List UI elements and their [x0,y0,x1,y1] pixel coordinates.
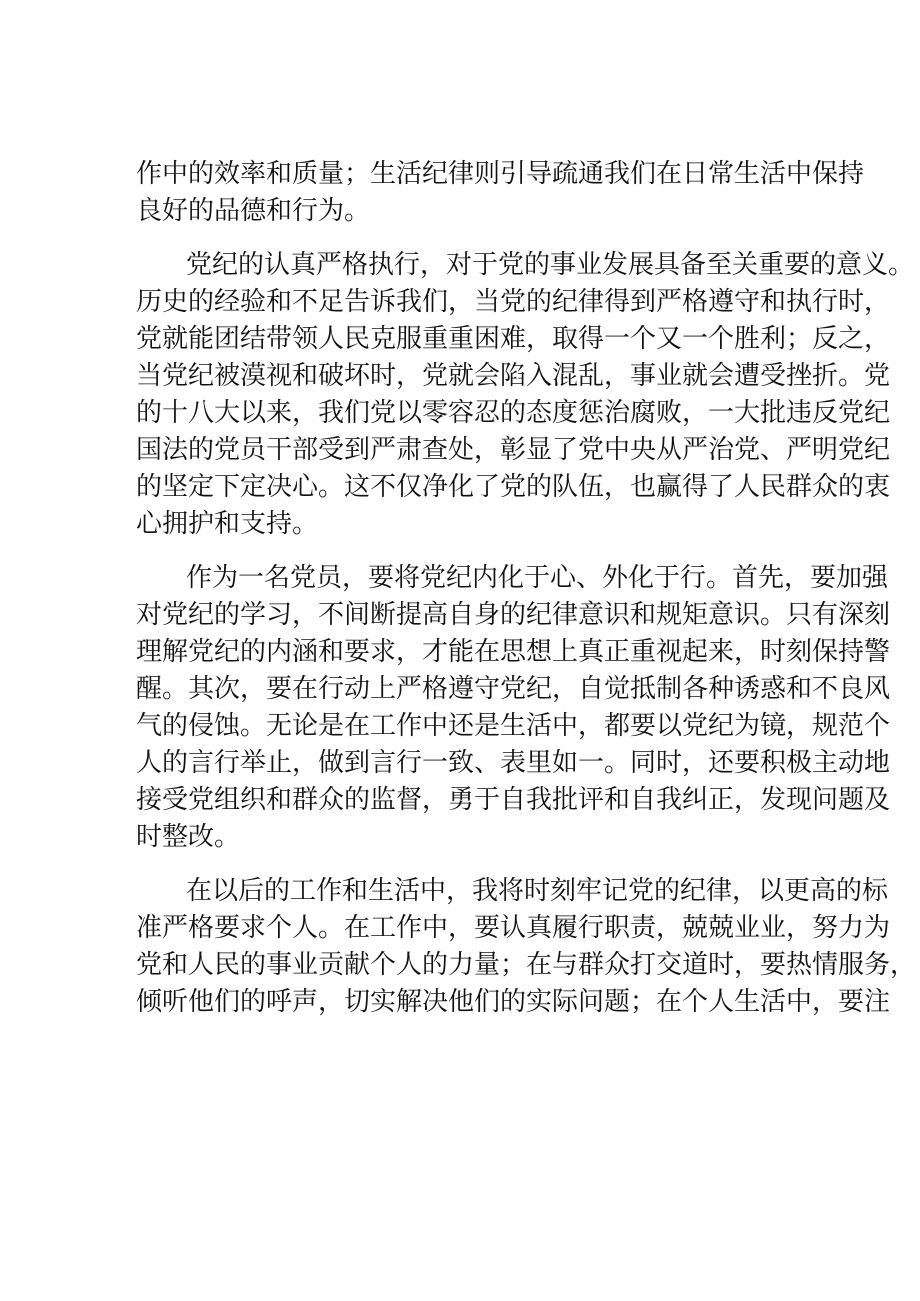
text-line: 党和人民的事业贡献个人的力量；在与群众打交道时，要热情服务， [136,950,917,980]
text-line: 理解党纪的内涵和要求，才能在思想上真正重视起来，时刻保持警 [136,637,891,667]
text-line: 的坚定下定决心。这不仅净化了党的队伍，也赢得了人民群众的衷 [136,472,891,502]
text-line: 气的侵蚀。无论是在工作中还是生活中，都要以党纪为镜，规范个 [136,711,891,741]
paragraph-3 [136,560,891,856]
text-line: 人的言行举止，做到言行一致、表里如一。同时，还要积极主动地 [136,748,891,778]
text-line: 的十八大以来，我们党以零容忍的态度惩治腐败，一大批违反党纪 [136,398,891,428]
text-line: 历史的经验和不足告诉我们，当党的纪律得到严格遵守和执行时， [136,287,891,317]
text-line: 作为一名党员，要将党纪内化于心、外化于行。首先，要加强 [186,563,889,593]
text-line: 倾听他们的呼声，切实解决他们的实际问题；在个人生活中，要注 [136,987,891,1017]
paragraph-1 [136,156,865,230]
paragraph-4 [136,873,917,1021]
text-line: 国法的党员干部受到严肃查处，彰显了党中央从严治党、严明党纪 [136,435,891,465]
text-line: 在以后的工作和生活中，我将时刻牢记党的纪律，以更高的标 [186,876,889,906]
text-line: 时整改。 [136,822,241,852]
text-line: 心拥护和支持。 [136,509,319,539]
text-line: 接受党组织和群众的监督，勇于自我批评和自我纠正，发现问题及 [136,785,891,815]
document-body [136,156,917,1038]
text-line: 党就能团结带领人民克服重重困难，取得一个又一个胜利；反之， [136,324,891,354]
text-line: 良好的品德和行为。 [136,196,371,226]
text-line: 醒。其次，要在行动上严格遵守党纪，自觉抵制各种诱惑和不良风 [136,674,891,704]
text-line: 当党纪被漠视和破坏时，党就会陷入混乱，事业就会遭受挫折。党 [136,361,891,391]
paragraph-2 [136,247,915,543]
text-line: 对党纪的学习，不间断提高自身的纪律意识和规矩意识。只有深刻 [136,600,891,630]
text-line: 党纪的认真严格执行，对于党的事业发展具备至关重要的意义。 [186,250,915,280]
text-line: 准严格要求个人。在工作中，要认真履行职责，兢兢业业，努力为 [136,913,891,943]
text-line: 作中的效率和质量；生活纪律则引导疏通我们在日常生活中保持 [136,159,865,189]
